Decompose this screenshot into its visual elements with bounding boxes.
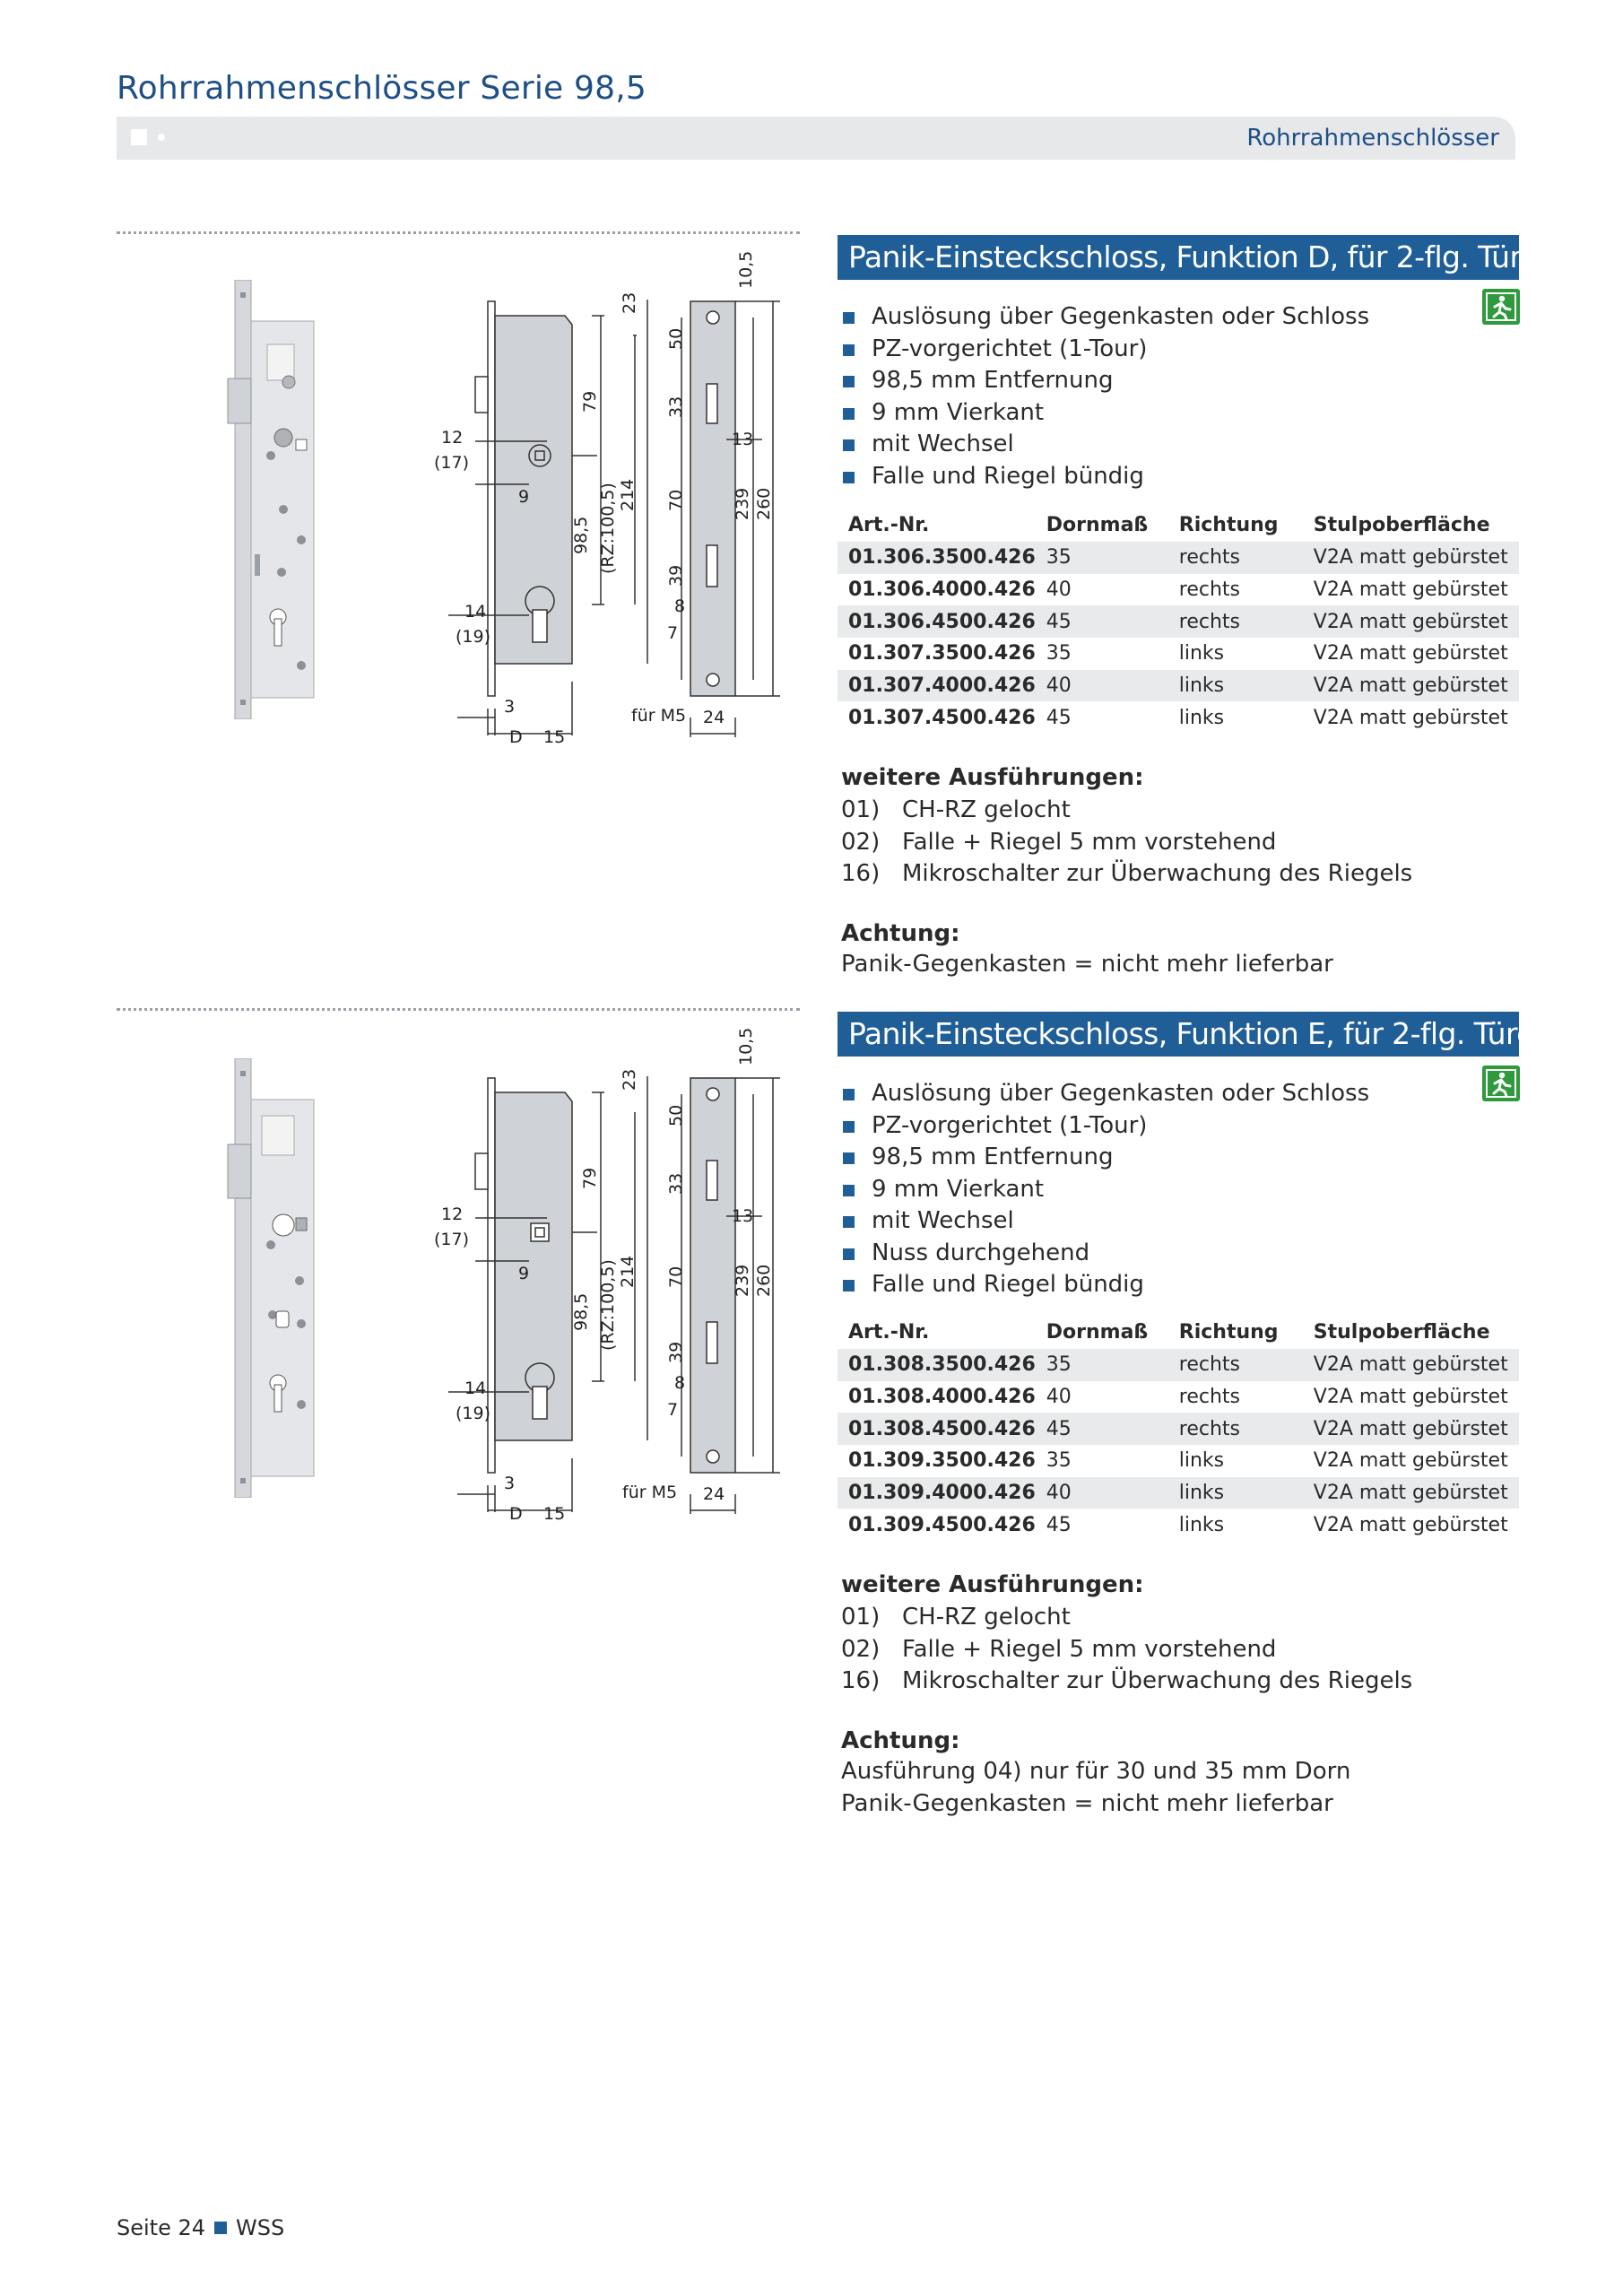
cell-stulp: V2A matt gebürstet [1303,605,1519,638]
cell-dornmass: 40 [1036,1477,1168,1509]
variant-item [841,858,1412,891]
cell-stulp: V2A matt gebürstet [1313,1386,1508,1409]
cell-richtung: rechts [1168,1349,1303,1381]
cell-dornmass: 35 [1046,642,1072,665]
cell-art-nr: 01.309.4000.426 [838,1477,1036,1509]
cell-art-nr: 01.309.4500.426 [848,1513,1036,1536]
dim-12: 12 [441,428,464,448]
section-divider [117,1008,800,1011]
table-row [838,1413,1519,1445]
variant-item [841,1665,1412,1698]
dim-239: 239 [733,1264,752,1297]
article-table [838,508,1519,734]
dim-rz: (RZ:100,5) [598,483,618,574]
col-header-art-nr: Art.-Nr. [848,1320,930,1344]
table-row [838,605,1519,638]
cell-stulp: V2A matt gebürstet [1303,1477,1519,1509]
cell-richtung: links [1178,1513,1225,1536]
dim-50: 50 [666,327,686,350]
cell-dornmass: 45 [1046,706,1072,729]
cell-art-nr: 01.307.4500.426 [848,706,1036,729]
cell-stulp: V2A matt gebürstet [1303,1349,1519,1381]
dim-10-5: 10,5 [736,250,756,289]
col-header-dornmass: Dornmaß [1046,1320,1149,1344]
cell-dornmass: 35 [1036,542,1168,574]
dim-33: 33 [666,396,686,418]
cell-stulp: V2A matt gebürstet [1313,578,1508,602]
dim-39: 39 [666,564,686,587]
dim-17: (17) [434,1230,470,1249]
note-line: Panik-Gegenkasten = nicht mehr lieferbar [841,951,1333,978]
col-header-stulp: Stulpoberfläche [1313,1320,1490,1344]
product-title: Panik-Einsteckschloss, Funktion E, für 2-flg. Türen [838,1012,1519,1057]
dim-19: (19) [456,1404,491,1423]
dim-3: 3 [504,1474,516,1493]
table-row [838,1477,1519,1509]
cell-dornmass: 45 [1046,1513,1072,1536]
dim-fuer-m5: für M5 [622,1483,678,1502]
dim-98-5: 98,5 [571,516,591,554]
variant-code: 02) [841,828,881,856]
dim-24: 24 [703,1484,725,1504]
variant-item [841,795,1412,827]
dim-39: 39 [666,1341,686,1363]
variant-item [841,827,1412,859]
dim-10-5: 10,5 [736,1027,756,1065]
dim-70: 70 [666,489,686,511]
variants-heading: weitere Ausführungen: [841,764,1144,791]
dim-239: 239 [733,487,752,520]
variants-list [841,795,1412,891]
note-lines [841,1756,1350,1820]
variant-code: 02) [841,1635,881,1663]
feature-item: PZ-vorgerichtet (1-Tour) [841,334,1369,366]
col-header-art-nr: Art.-Nr. [848,513,930,536]
dim-214: 214 [618,478,638,511]
variant-code: 01) [841,1604,881,1631]
feature-item: Auslösung über Gegenkasten oder Schloss [841,301,1369,334]
page-title: Rohrrahmenschlösser Serie 98,5 [117,70,647,107]
cell-stulp: V2A matt gebürstet [1313,706,1508,729]
table-row [838,638,1519,670]
table-row [838,701,1519,734]
cell-art-nr: 01.308.3500.426 [838,1349,1036,1381]
footer-brand: WSS [236,2215,285,2240]
dim-23: 23 [620,1068,639,1091]
col-header-richtung: Richtung [1178,1320,1279,1344]
dim-7: 7 [667,1400,679,1420]
dim-13: 13 [732,1206,754,1226]
header-square-icon [131,129,147,145]
variant-text: Falle + Riegel 5 mm vorstehend [902,828,1277,856]
cell-art-nr: 01.308.4000.426 [848,1386,1036,1409]
feature-item: 98,5 mm Entfernung [841,1142,1369,1174]
table-header-row [838,1315,1519,1349]
header-bar [117,117,1515,160]
cell-art-nr: 01.309.3500.426 [848,1449,1036,1473]
cell-art-nr: 01.307.3500.426 [848,642,1036,665]
dim-79: 79 [580,1167,600,1189]
cell-stulp: V2A matt gebürstet [1303,542,1519,574]
variants-heading: weitere Ausführungen: [841,1571,1144,1598]
dim-14: 14 [464,602,487,622]
dim-23: 23 [620,291,639,314]
cell-art-nr: 01.307.4000.426 [838,670,1036,702]
feature-item: Auslösung über Gegenkasten oder Schloss [841,1078,1369,1110]
cell-richtung: links [1178,1449,1225,1473]
dim-9: 9 [518,1264,530,1283]
note-heading: Achtung: [841,1727,960,1754]
col-header-stulp: Stulpoberfläche [1313,513,1490,536]
dim-d: D [509,1504,523,1524]
feature-list [841,1078,1369,1301]
header-dot-icon [158,134,165,141]
cell-dornmass: 40 [1046,1386,1072,1409]
cell-richtung: rechts [1168,605,1303,638]
cell-dornmass: 40 [1036,670,1168,702]
article-table [838,1315,1519,1541]
variant-text: CH-RZ gelocht [902,1604,1071,1631]
dim-3: 3 [504,697,516,717]
note-line: Panik-Gegenkasten = nicht mehr lieferbar [841,1789,1333,1817]
footer-square-icon [214,2222,227,2234]
section-divider [117,231,800,234]
emergency-exit-icon [1482,289,1520,325]
section-label: Rohrrahmenschlösser [1246,125,1499,152]
variant-code: 16) [841,860,881,887]
dim-50: 50 [666,1104,686,1126]
dim-14: 14 [464,1378,487,1398]
cell-richtung: rechts [1178,1386,1240,1409]
dim-98-5: 98,5 [571,1292,591,1331]
feature-item: 98,5 mm Entfernung [841,365,1369,397]
note-heading: Achtung: [841,920,960,947]
dim-fuer-m5: für M5 [631,706,687,726]
table-row [838,670,1519,702]
cell-dornmass: 35 [1046,1449,1072,1473]
feature-item: mit Wechsel [841,429,1369,461]
feature-item: mit Wechsel [841,1205,1369,1238]
cell-richtung: rechts [1168,1413,1303,1445]
variant-item [841,1602,1412,1634]
footer [117,2215,284,2240]
table-row [838,1509,1519,1541]
dim-260: 260 [754,487,774,520]
note-line: Ausführung 04) nur für 30 und 35 mm Dorn [841,1758,1351,1785]
page-number: Seite 24 [117,2215,206,2240]
feature-item: 9 mm Vierkant [841,397,1369,430]
cell-art-nr: 01.306.4500.426 [838,605,1036,638]
dim-70: 70 [666,1265,686,1288]
feature-item: Falle und Riegel bündig [841,1269,1369,1301]
cell-richtung: rechts [1168,542,1303,574]
dim-9: 9 [518,487,530,507]
dim-13: 13 [732,430,754,449]
variant-code: 16) [841,1667,881,1694]
feature-item: 9 mm Vierkant [841,1174,1369,1206]
dim-rz: (RZ:100,5) [598,1259,618,1351]
dim-214: 214 [618,1255,638,1288]
cell-stulp: V2A matt gebürstet [1313,1449,1508,1473]
cell-richtung: rechts [1178,578,1240,602]
cell-art-nr: 01.306.4000.426 [848,578,1036,602]
variant-code: 01) [841,796,881,823]
dim-8: 8 [674,596,686,616]
dim-79: 79 [580,390,600,413]
variant-text: Mikroschalter zur Überwachung des Riegels [902,1667,1413,1694]
col-header-richtung: Richtung [1178,513,1279,536]
cell-stulp: V2A matt gebürstet [1313,642,1508,665]
dim-7: 7 [667,623,679,643]
dim-260: 260 [754,1264,774,1297]
feature-item: Falle und Riegel bündig [841,461,1369,493]
cell-richtung: links [1178,642,1225,665]
lock-photo [215,1058,323,1498]
feature-item: Nuss durchgehend [841,1238,1369,1270]
cell-dornmass: 35 [1036,1349,1168,1381]
lock-photo [215,280,323,719]
variant-text: Mikroschalter zur Überwachung des Riegels [902,860,1413,887]
col-header-dornmass: Dornmaß [1046,513,1149,536]
feature-list [841,301,1369,492]
emergency-exit-icon [1482,1065,1520,1101]
table-row [838,1381,1519,1413]
product-title: Panik-Einsteckschloss, Funktion D, für 2-flg. Türen [838,235,1519,280]
technical-drawing [421,242,798,762]
cell-richtung: links [1178,706,1225,729]
dim-15: 15 [543,727,566,747]
table-header-row [838,508,1519,542]
cell-stulp: V2A matt gebürstet [1303,1413,1519,1445]
dim-12: 12 [441,1205,464,1224]
variant-text: Falle + Riegel 5 mm vorstehend [902,1635,1277,1663]
cell-stulp: V2A matt gebürstet [1303,670,1519,702]
cell-richtung: links [1168,1477,1303,1509]
cell-art-nr: 01.308.4500.426 [838,1413,1036,1445]
dim-24: 24 [703,708,725,727]
dim-d: D [509,727,523,747]
dim-19: (19) [456,627,491,647]
table-row [838,542,1519,574]
table-row [838,1445,1519,1477]
note-lines [841,949,1333,981]
dim-15: 15 [543,1504,566,1524]
cell-dornmass: 45 [1036,605,1168,638]
dim-8: 8 [674,1373,686,1393]
variant-text: CH-RZ gelocht [902,796,1071,823]
dim-17: (17) [434,453,470,473]
variants-list [841,1602,1412,1698]
variant-item [841,1634,1412,1666]
cell-stulp: V2A matt gebürstet [1313,1513,1508,1536]
cell-art-nr: 01.306.3500.426 [838,542,1036,574]
feature-item: PZ-vorgerichtet (1-Tour) [841,1110,1369,1143]
table-row [838,1349,1519,1381]
technical-drawing [421,1019,798,1539]
dim-33: 33 [666,1172,686,1195]
cell-richtung: links [1168,670,1303,702]
cell-dornmass: 40 [1046,578,1072,602]
cell-dornmass: 45 [1036,1413,1168,1445]
table-row [838,574,1519,606]
